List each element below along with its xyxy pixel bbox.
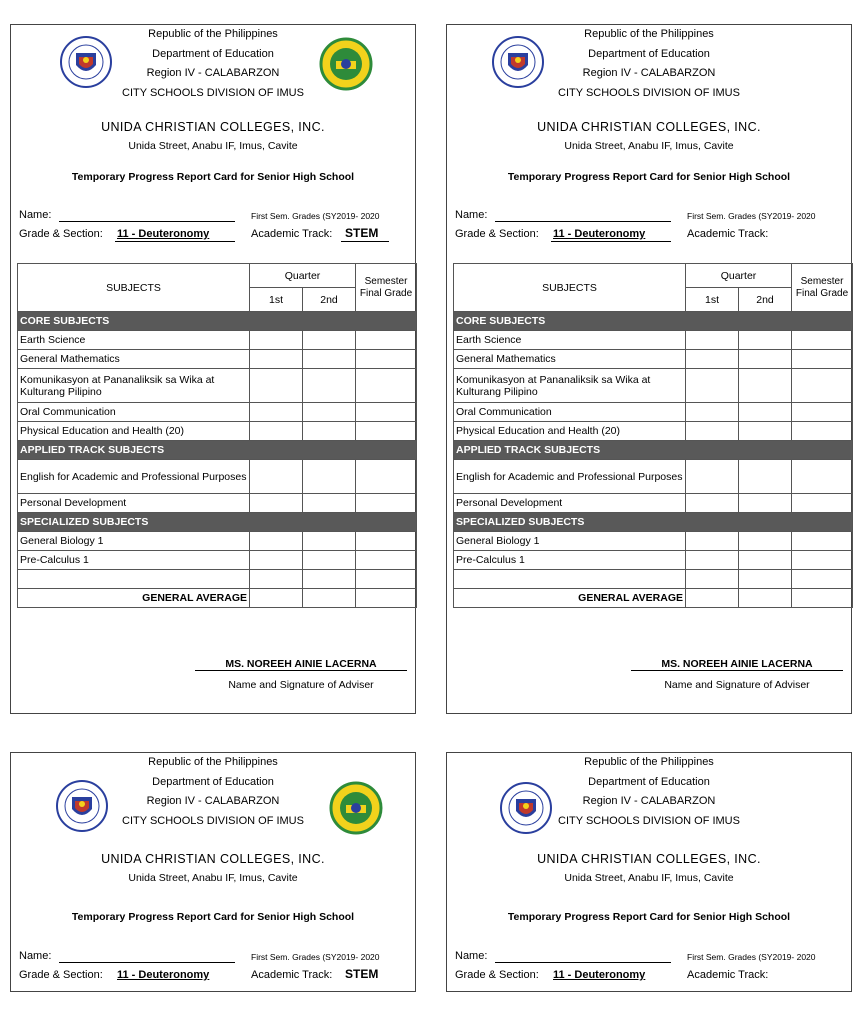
final-grade-header: Semester Final Grade bbox=[356, 264, 417, 312]
header-line-2: Department of Education bbox=[152, 47, 274, 60]
table-row bbox=[18, 551, 417, 570]
grade-cell[interactable] bbox=[250, 551, 303, 570]
division-seal-icon bbox=[329, 781, 383, 835]
header-line-1: Republic of the Philippines bbox=[584, 28, 714, 40]
grade-cell[interactable] bbox=[739, 331, 792, 350]
table-row bbox=[18, 422, 417, 441]
track-value: STEM bbox=[345, 967, 379, 981]
subject-cell: Personal Development bbox=[454, 494, 686, 513]
table-row bbox=[454, 532, 853, 551]
report-card-2 bbox=[446, 24, 852, 714]
grade-cell[interactable] bbox=[739, 551, 792, 570]
track-value: STEM bbox=[345, 226, 379, 240]
grade-cell[interactable] bbox=[250, 422, 303, 441]
grade-cell[interactable] bbox=[686, 460, 739, 494]
general-average-row bbox=[454, 589, 853, 608]
grade-cell[interactable] bbox=[686, 350, 739, 369]
table-row bbox=[454, 350, 853, 369]
grade-section-label: Grade & Section: bbox=[19, 969, 103, 981]
report-card-4 bbox=[446, 752, 852, 992]
school-name: UNIDA CHRISTIAN COLLEGES, INC. bbox=[101, 852, 325, 866]
grade-cell[interactable] bbox=[739, 369, 792, 403]
grade-cell[interactable] bbox=[686, 403, 739, 422]
table-row bbox=[454, 331, 853, 350]
track-label: Academic Track: bbox=[251, 228, 333, 240]
grade-cell[interactable] bbox=[303, 460, 356, 494]
grade-cell[interactable] bbox=[792, 403, 853, 422]
grade-cell[interactable] bbox=[739, 494, 792, 513]
grade-cell[interactable] bbox=[303, 403, 356, 422]
section-core: CORE SUBJECTS bbox=[454, 312, 853, 331]
grade-cell[interactable] bbox=[250, 369, 303, 403]
grade-cell[interactable] bbox=[303, 551, 356, 570]
grade-cell[interactable] bbox=[250, 494, 303, 513]
grade-section-label: Grade & Section: bbox=[455, 228, 539, 240]
deped-seal-icon bbox=[55, 779, 109, 833]
grade-section-value: 11 - Deuteronomy bbox=[117, 228, 210, 240]
grade-cell[interactable] bbox=[686, 369, 739, 403]
header-line-4: CITY SCHOOLS DIVISION OF IMUS bbox=[122, 86, 304, 99]
header-line-4: CITY SCHOOLS DIVISION OF IMUS bbox=[558, 814, 740, 827]
general-average-label: GENERAL AVERAGE bbox=[454, 589, 686, 608]
deped-seal-icon bbox=[59, 35, 113, 89]
table-row bbox=[454, 494, 853, 513]
grade-cell[interactable] bbox=[303, 589, 356, 608]
grade-cell[interactable] bbox=[356, 369, 417, 403]
report-title: Temporary Progress Report Card for Senior High School bbox=[507, 911, 791, 923]
adviser-caption: Name and Signature of Adviser bbox=[228, 679, 374, 691]
header-line-4: CITY SCHOOLS DIVISION OF IMUS bbox=[122, 814, 304, 827]
header-line-3: Region IV - CALABARZON bbox=[582, 795, 716, 807]
grade-cell[interactable] bbox=[792, 422, 853, 441]
subject-cell bbox=[18, 570, 250, 589]
header-line-4: CITY SCHOOLS DIVISION OF IMUS bbox=[558, 86, 740, 99]
quarter-header: Quarter bbox=[250, 264, 356, 288]
grade-section-value: 11 - Deuteronomy bbox=[553, 969, 646, 981]
grade-cell[interactable] bbox=[686, 422, 739, 441]
section-specialized: SPECIALIZED SUBJECTS bbox=[18, 513, 417, 532]
table-row bbox=[18, 570, 417, 589]
name-field[interactable] bbox=[495, 221, 671, 222]
header-line-1: Republic of the Philippines bbox=[148, 756, 278, 768]
table-row bbox=[18, 403, 417, 422]
subject-cell: Oral Communication bbox=[18, 403, 250, 422]
name-field[interactable] bbox=[495, 962, 671, 963]
grade-cell[interactable] bbox=[792, 369, 853, 403]
subjects-header: SUBJECTS bbox=[454, 264, 686, 312]
subject-cell: Physical Education and Health (20) bbox=[454, 422, 686, 441]
report-title: Temporary Progress Report Card for Senior High School bbox=[507, 171, 791, 183]
grade-cell[interactable] bbox=[792, 570, 853, 589]
subject-cell bbox=[454, 570, 686, 589]
grade-cell[interactable] bbox=[303, 532, 356, 551]
grade-cell[interactable] bbox=[303, 422, 356, 441]
grade-cell[interactable] bbox=[792, 551, 853, 570]
subject-cell: English for Academic and Professional Purposes bbox=[18, 460, 250, 494]
grade-cell[interactable] bbox=[792, 494, 853, 513]
table-row bbox=[18, 331, 417, 350]
grade-cell[interactable] bbox=[356, 494, 417, 513]
table-row bbox=[454, 460, 853, 494]
subjects-header: SUBJECTS bbox=[18, 264, 250, 312]
grade-cell[interactable] bbox=[303, 494, 356, 513]
header-line-2: Department of Education bbox=[588, 47, 710, 60]
grade-cell[interactable] bbox=[739, 350, 792, 369]
grade-cell[interactable] bbox=[739, 403, 792, 422]
school-name: UNIDA CHRISTIAN COLLEGES, INC. bbox=[537, 852, 761, 866]
header-line-1: Republic of the Philippines bbox=[584, 756, 714, 768]
grades-label: First Sem. Grades (SY2019- 2020 bbox=[687, 952, 816, 962]
subject-cell: Oral Communication bbox=[454, 403, 686, 422]
subject-cell: Komunikasyon at Pananaliksik sa Wika at Kulturang Pilipino bbox=[454, 369, 686, 403]
grade-cell[interactable] bbox=[356, 331, 417, 350]
table-row bbox=[18, 532, 417, 551]
grade-cell[interactable] bbox=[356, 403, 417, 422]
grade-cell[interactable] bbox=[792, 532, 853, 551]
grade-cell[interactable] bbox=[739, 532, 792, 551]
grade-cell[interactable] bbox=[686, 589, 739, 608]
section-applied: APPLIED TRACK SUBJECTS bbox=[18, 441, 417, 460]
subject-cell: Personal Development bbox=[18, 494, 250, 513]
table-row bbox=[18, 460, 417, 494]
name-field[interactable] bbox=[59, 962, 235, 963]
table-row bbox=[454, 422, 853, 441]
grades-label: First Sem. Grades (SY2019- 2020 bbox=[687, 211, 816, 221]
grade-cell[interactable] bbox=[686, 331, 739, 350]
track-label: Academic Track: bbox=[687, 228, 769, 240]
grade-cell[interactable] bbox=[739, 460, 792, 494]
school-name: UNIDA CHRISTIAN COLLEGES, INC. bbox=[537, 120, 761, 134]
table-row bbox=[18, 369, 417, 403]
grade-cell[interactable] bbox=[686, 494, 739, 513]
report-card-3 bbox=[10, 752, 416, 992]
subject-cell: Pre-Calculus 1 bbox=[18, 551, 250, 570]
grade-section-underline bbox=[115, 241, 235, 242]
school-address: Unida Street, Anabu IF, Imus, Cavite bbox=[128, 872, 298, 884]
grade-section-label: Grade & Section: bbox=[19, 228, 103, 240]
grade-cell[interactable] bbox=[250, 460, 303, 494]
subject-cell: Physical Education and Health (20) bbox=[18, 422, 250, 441]
grade-cell[interactable] bbox=[792, 350, 853, 369]
subject-cell: General Mathematics bbox=[454, 350, 686, 369]
table-row bbox=[18, 494, 417, 513]
grade-section-label: Grade & Section: bbox=[455, 969, 539, 981]
grades-label: First Sem. Grades (SY2019- 2020 bbox=[251, 952, 380, 962]
grades-table bbox=[453, 263, 853, 608]
table-row bbox=[454, 570, 853, 589]
subject-cell: English for Academic and Professional Purposes bbox=[454, 460, 686, 494]
name-label: Name: bbox=[455, 950, 488, 962]
grade-cell[interactable] bbox=[303, 350, 356, 369]
q1-header: 1st bbox=[250, 288, 303, 312]
q1-header: 1st bbox=[686, 288, 739, 312]
subject-cell: Pre-Calculus 1 bbox=[454, 551, 686, 570]
grade-section-underline bbox=[551, 241, 671, 242]
table-row bbox=[454, 551, 853, 570]
subject-cell: Komunikasyon at Pananaliksik sa Wika at Kulturang Pilipino bbox=[18, 369, 250, 403]
subject-cell: General Mathematics bbox=[18, 350, 250, 369]
grade-cell[interactable] bbox=[356, 532, 417, 551]
general-average-label: GENERAL AVERAGE bbox=[18, 589, 250, 608]
grades-table bbox=[17, 263, 417, 608]
grades-label: First Sem. Grades (SY2019- 2020 bbox=[251, 211, 380, 221]
table-row bbox=[454, 403, 853, 422]
deped-seal-icon bbox=[491, 35, 545, 89]
table-row bbox=[454, 369, 853, 403]
subject-cell: Earth Science bbox=[18, 331, 250, 350]
name-label: Name: bbox=[19, 209, 52, 221]
name-label: Name: bbox=[19, 950, 52, 962]
grade-cell[interactable] bbox=[356, 422, 417, 441]
general-average-row bbox=[18, 589, 417, 608]
subject-cell: General Biology 1 bbox=[18, 532, 250, 551]
grade-cell[interactable] bbox=[792, 589, 853, 608]
grade-cell[interactable] bbox=[792, 331, 853, 350]
grade-cell[interactable] bbox=[356, 589, 417, 608]
school-address: Unida Street, Anabu IF, Imus, Cavite bbox=[564, 140, 734, 152]
school-address: Unida Street, Anabu IF, Imus, Cavite bbox=[128, 140, 298, 152]
adviser-name: MS. NOREEH AINIE LACERNA bbox=[631, 658, 843, 671]
track-underline bbox=[341, 241, 389, 242]
grade-cell[interactable] bbox=[686, 551, 739, 570]
deped-seal-icon bbox=[499, 781, 553, 835]
grade-cell[interactable] bbox=[303, 570, 356, 589]
grade-section-value: 11 - Deuteronomy bbox=[553, 228, 646, 240]
q2-header: 2nd bbox=[739, 288, 792, 312]
header-line-2: Department of Education bbox=[152, 775, 274, 788]
header-line-2: Department of Education bbox=[588, 775, 710, 788]
table-row bbox=[18, 350, 417, 369]
grade-cell[interactable] bbox=[792, 460, 853, 494]
grade-cell[interactable] bbox=[250, 570, 303, 589]
report-title: Temporary Progress Report Card for Senior High School bbox=[71, 171, 355, 183]
section-core: CORE SUBJECTS bbox=[18, 312, 417, 331]
section-specialized: SPECIALIZED SUBJECTS bbox=[454, 513, 853, 532]
quarter-header: Quarter bbox=[686, 264, 792, 288]
name-label: Name: bbox=[455, 209, 488, 221]
school-address: Unida Street, Anabu IF, Imus, Cavite bbox=[564, 872, 734, 884]
report-card-1 bbox=[10, 24, 416, 714]
school-name: UNIDA CHRISTIAN COLLEGES, INC. bbox=[101, 120, 325, 134]
subject-cell: Earth Science bbox=[454, 331, 686, 350]
grade-cell[interactable] bbox=[250, 589, 303, 608]
grade-section-value: 11 - Deuteronomy bbox=[117, 969, 210, 981]
track-label: Academic Track: bbox=[251, 969, 333, 981]
subject-cell: General Biology 1 bbox=[454, 532, 686, 551]
grade-cell[interactable] bbox=[250, 350, 303, 369]
header-line-3: Region IV - CALABARZON bbox=[146, 67, 280, 79]
grade-cell[interactable] bbox=[739, 570, 792, 589]
grade-cell[interactable] bbox=[250, 403, 303, 422]
grade-cell[interactable] bbox=[250, 532, 303, 551]
header-line-1: Republic of the Philippines bbox=[148, 28, 278, 40]
section-applied: APPLIED TRACK SUBJECTS bbox=[454, 441, 853, 460]
q2-header: 2nd bbox=[303, 288, 356, 312]
division-seal-icon bbox=[319, 37, 373, 91]
adviser-name: MS. NOREEH AINIE LACERNA bbox=[195, 658, 407, 671]
header-line-3: Region IV - CALABARZON bbox=[146, 795, 280, 807]
grade-cell[interactable] bbox=[356, 350, 417, 369]
grade-cell[interactable] bbox=[686, 532, 739, 551]
report-title: Temporary Progress Report Card for Senior High School bbox=[71, 911, 355, 923]
final-grade-header: Semester Final Grade bbox=[792, 264, 853, 312]
header-line-3: Region IV - CALABARZON bbox=[582, 67, 716, 79]
grade-cell[interactable] bbox=[686, 570, 739, 589]
grade-cell[interactable] bbox=[250, 331, 303, 350]
grade-cell[interactable] bbox=[303, 331, 356, 350]
track-label: Academic Track: bbox=[687, 969, 769, 981]
adviser-caption: Name and Signature of Adviser bbox=[664, 679, 810, 691]
grade-cell[interactable] bbox=[739, 589, 792, 608]
name-field[interactable] bbox=[59, 221, 235, 222]
grade-cell[interactable] bbox=[356, 551, 417, 570]
grade-cell[interactable] bbox=[303, 369, 356, 403]
grade-cell[interactable] bbox=[356, 570, 417, 589]
grade-cell[interactable] bbox=[356, 460, 417, 494]
grade-cell[interactable] bbox=[739, 422, 792, 441]
